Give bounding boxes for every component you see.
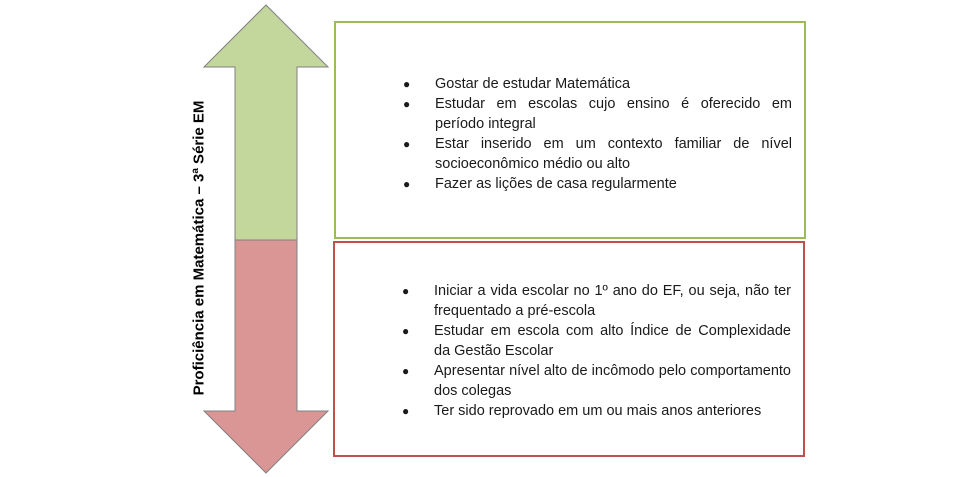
axis-label: Proficiência em Matemática – 3ª Série EM — [190, 100, 208, 396]
negative-factors-box — [333, 241, 805, 457]
factor-text: Gostar de estudar Matemática — [435, 76, 631, 92]
arrow-down-negative — [204, 240, 328, 473]
factor-text: Estudar em escolas cujo ensino é oferecido em período integral — [435, 96, 792, 132]
factor-text: Estudar em escola com alto Índice de Complexidade da Gestão Escolar — [434, 323, 791, 359]
list-item — [400, 321, 791, 361]
positive-factors-box — [334, 21, 806, 239]
list-item — [400, 361, 791, 401]
bullet-icon: ● — [402, 404, 410, 418]
factor-text: Estar inserido em um contexto familiar de nível socioeconômico médio ou alto — [435, 136, 792, 172]
bullet-icon: ● — [403, 77, 411, 91]
factor-text: Ter sido reprovado em um ou mais anos anteriores — [434, 403, 762, 419]
bullet-icon: ● — [402, 284, 410, 298]
factor-text: Apresentar nível alto de incômodo pelo comportamento dos colegas — [434, 363, 791, 399]
double-arrow — [200, 0, 330, 477]
factor-text: Iniciar a vida escolar no 1º ano do EF, ou seja, não ter frequentado a pré-escola — [434, 283, 791, 319]
bullet-icon: ● — [402, 364, 410, 378]
list-item — [401, 174, 792, 194]
list-item — [400, 281, 791, 321]
list-item — [401, 94, 792, 134]
negative-factors-list — [400, 281, 791, 421]
list-item — [401, 74, 792, 94]
list-item — [401, 134, 792, 174]
bullet-icon: ● — [403, 97, 411, 111]
bullet-icon: ● — [403, 137, 411, 151]
bullet-icon: ● — [402, 324, 410, 338]
bullet-icon: ● — [403, 177, 411, 191]
positive-factors-list — [401, 74, 792, 194]
arrow-up-positive — [204, 5, 328, 240]
list-item — [400, 401, 791, 421]
factor-text: Fazer as lições de casa regularmente — [435, 176, 677, 192]
